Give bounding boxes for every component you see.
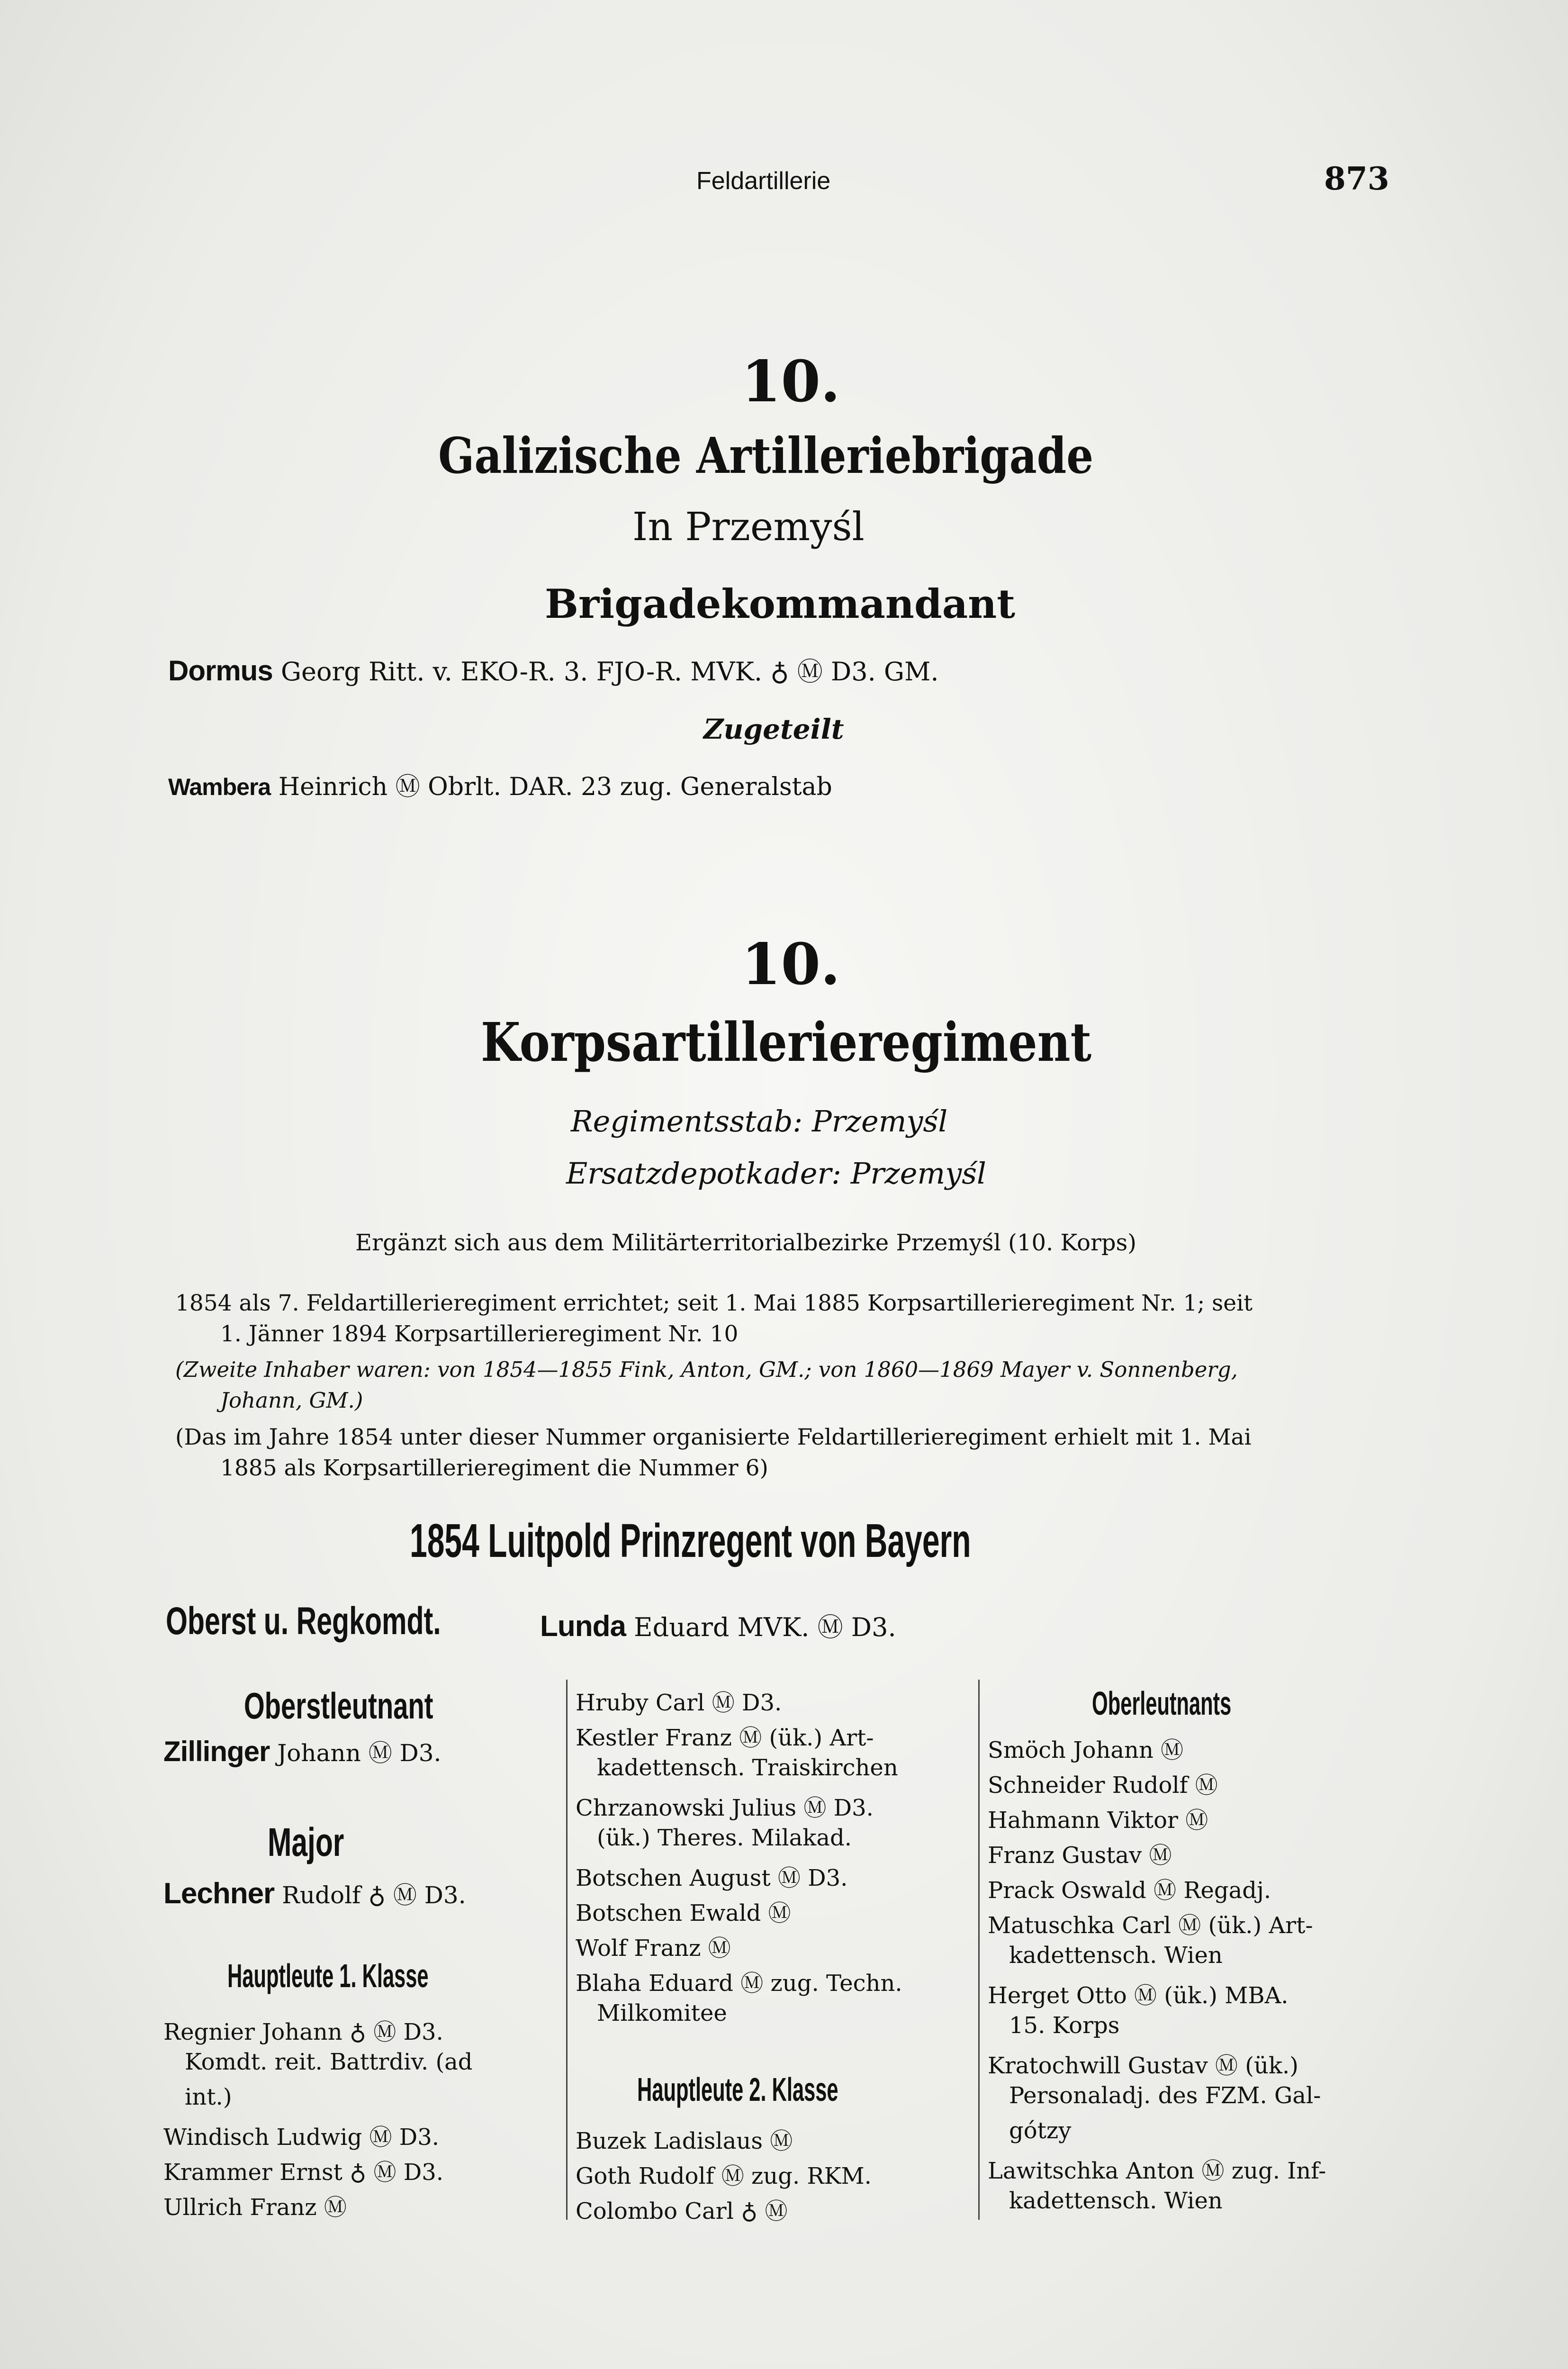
list-item: Ullrich Franz Ⓜ bbox=[163, 2194, 347, 2221]
col1-obstlt-heading-wrap bbox=[244, 1684, 507, 1727]
assigned-details: Heinrich Ⓜ Obrlt. DAR. 23 zug. Generalstab bbox=[278, 773, 832, 801]
assigned-name: Wambera bbox=[168, 774, 271, 800]
col1-major-details: Rudolf ♁ Ⓜ D3. bbox=[282, 1881, 466, 1909]
list-item: kadettensch. Wien bbox=[1009, 1942, 1223, 1969]
regiment-owner: 1854 Luitpold Prinzregent von Bayern bbox=[410, 1514, 971, 1567]
col1-major-heading: Major bbox=[268, 1820, 344, 1864]
list-item: Franz Gustav Ⓜ bbox=[988, 1842, 1172, 1869]
col1-entry-list bbox=[163, 2014, 473, 2224]
list-item: Hruby Carl Ⓜ D3. bbox=[576, 1690, 782, 1716]
list-item: Komdt. reit. Battrdiv. (ad bbox=[185, 2049, 473, 2075]
col1-major-name: Lechner bbox=[163, 1877, 275, 1910]
list-item: Kestler Franz Ⓜ (ük.) Art- bbox=[576, 1725, 874, 1751]
col2-entry-list bbox=[576, 1684, 902, 2035]
bleed-through-texture bbox=[308, 265, 1397, 1118]
regiment-number: 10. bbox=[741, 931, 840, 998]
col3-heading: Oberleutnants bbox=[1092, 1685, 1232, 1722]
list-item: Botschen August Ⓜ D3. bbox=[576, 1865, 848, 1891]
list-item: Regnier Johann ♁ Ⓜ D3. bbox=[163, 2019, 443, 2045]
col3-entry-list bbox=[988, 1732, 1326, 2223]
assigned-heading: Zugeteilt bbox=[703, 713, 844, 745]
col1-major-line bbox=[163, 1876, 466, 1910]
list-item: Chrzanowski Julius Ⓜ D3. bbox=[576, 1795, 874, 1821]
column-divider-1 bbox=[566, 1680, 568, 2220]
list-item: int.) bbox=[185, 2084, 232, 2110]
inhaber-line-2: Johann, GM.) bbox=[220, 1388, 363, 1413]
brigade-number: 10. bbox=[741, 348, 840, 415]
history-line-1: 1854 als 7. Feldartillerieregiment errichtet; seit 1. Mai 1885 Korpsartillerieregiment Nr. 1; seit bbox=[175, 1290, 1253, 1316]
oberst-label: Oberst u. Regkomdt. bbox=[166, 1600, 441, 1643]
list-item: Smöch Johann Ⓜ bbox=[988, 1737, 1184, 1763]
regiment-title: Korpsartillerieregiment bbox=[481, 1012, 1092, 1074]
oberst-line bbox=[166, 1599, 548, 1644]
list-item: Colombo Carl ♁ Ⓜ bbox=[576, 2198, 788, 2224]
note-line-2: 1885 als Korpsartillerieregiment die Nummer 6) bbox=[220, 1455, 768, 1481]
list-item: Prack Oswald Ⓜ Regadj. bbox=[988, 1877, 1271, 1904]
list-item: Wolf Franz Ⓜ bbox=[576, 1935, 731, 1962]
oberst-name: Lunda bbox=[540, 1610, 626, 1643]
list-item: 15. Korps bbox=[1009, 2012, 1120, 2039]
col1-obstlt-details: Johann Ⓜ D3. bbox=[277, 1739, 442, 1767]
list-item: Lawitschka Anton Ⓜ zug. Inf- bbox=[988, 2158, 1326, 2184]
list-item: Kratochwill Gustav Ⓜ (ük.) bbox=[988, 2053, 1298, 2079]
history-line-2: 1. Jänner 1894 Korpsartillerieregiment Nr. 10 bbox=[220, 1321, 739, 1347]
assigned-line bbox=[168, 767, 832, 802]
col1-major-heading-wrap bbox=[268, 1819, 374, 1865]
commander-name: Dormus bbox=[168, 655, 273, 687]
note-line-1: (Das im Jahre 1854 unter dieser Nummer organisierte Feldartillerieregiment erhielt mit 1. Mai bbox=[175, 1424, 1252, 1450]
list-item: Matuschka Carl Ⓜ (ük.) Art- bbox=[988, 1912, 1313, 1939]
col3-heading-wrap bbox=[1092, 1684, 1317, 1722]
list-item: Milkomitee bbox=[597, 2000, 727, 2026]
brigade-title: Galizische Artilleriebrigade bbox=[438, 426, 1094, 485]
col1-obstlt-line bbox=[163, 1734, 441, 1768]
col2-hptl2-heading-wrap bbox=[637, 2071, 962, 2108]
column-divider-2 bbox=[978, 1680, 980, 2220]
brigade-location: In Przemyśl bbox=[632, 505, 865, 550]
commander-line bbox=[168, 651, 939, 688]
inhaber-line-1: (Zweite Inhaber waren: von 1854—1855 Fink, Anton, GM.; von 1860—1869 Mayer v. Sonnenberg, bbox=[175, 1357, 1238, 1382]
list-item: Personaladj. des FZM. Gal- bbox=[1009, 2082, 1321, 2109]
regiment-stab: Regimentsstab: Przemyśl bbox=[571, 1104, 948, 1139]
col2-hptl2-heading: Hauptleute 2. Klasse bbox=[637, 2071, 838, 2108]
list-item: Hahmann Viktor Ⓜ bbox=[988, 1807, 1208, 1834]
commander-details: Georg Ritt. v. EKO-R. 3. FJO-R. MVK. ♁ Ⓜ D3. GM. bbox=[280, 657, 939, 687]
list-item: kadettensch. Traiskirchen bbox=[597, 1754, 898, 1781]
list-item: Goth Rudolf Ⓜ zug. RKM. bbox=[576, 2163, 872, 2189]
col2-entry-list-2 bbox=[576, 2123, 872, 2228]
col1-hptl1-heading-wrap bbox=[227, 1957, 552, 1995]
list-item: Botschen Ewald Ⓜ bbox=[576, 1900, 791, 1926]
oberst-name-line bbox=[540, 1607, 896, 1644]
page-number: 873 bbox=[1324, 160, 1389, 197]
list-item: Krammer Ernst ♁ Ⓜ D3. bbox=[163, 2159, 444, 2186]
regiment-ersatz: Ersatzdepotkader: Przemyśl bbox=[566, 1156, 986, 1191]
col1-obstlt-name: Zillinger bbox=[163, 1736, 270, 1767]
list-item: gótzy bbox=[1009, 2117, 1072, 2144]
oberst-details: Eduard MVK. Ⓜ D3. bbox=[634, 1612, 896, 1642]
list-item: Schneider Rudolf Ⓜ bbox=[988, 1772, 1218, 1799]
regiment-ergaenzt: Ergänzt sich aus dem Militärterritorialbezirke Przemyśl (10. Korps) bbox=[355, 1230, 1136, 1256]
commander-heading: Brigadekommandant bbox=[545, 580, 1016, 627]
col1-obstlt-heading: Oberstleutnant bbox=[244, 1685, 433, 1727]
list-item: Buzek Ladislaus Ⓜ bbox=[576, 2128, 793, 2154]
list-item: (ük.) Theres. Milakad. bbox=[597, 1825, 852, 1851]
list-item: Blaha Eduard Ⓜ zug. Techn. bbox=[576, 1970, 902, 1997]
list-item: Windisch Ludwig Ⓜ D3. bbox=[163, 2124, 440, 2151]
list-item: kadettensch. Wien bbox=[1009, 2188, 1223, 2214]
running-head: Feldartillerie bbox=[696, 167, 831, 195]
col1-hptl1-heading: Hauptleute 1. Klasse bbox=[227, 1957, 429, 1994]
list-item: Herget Otto Ⓜ (ük.) MBA. bbox=[988, 1982, 1289, 2009]
